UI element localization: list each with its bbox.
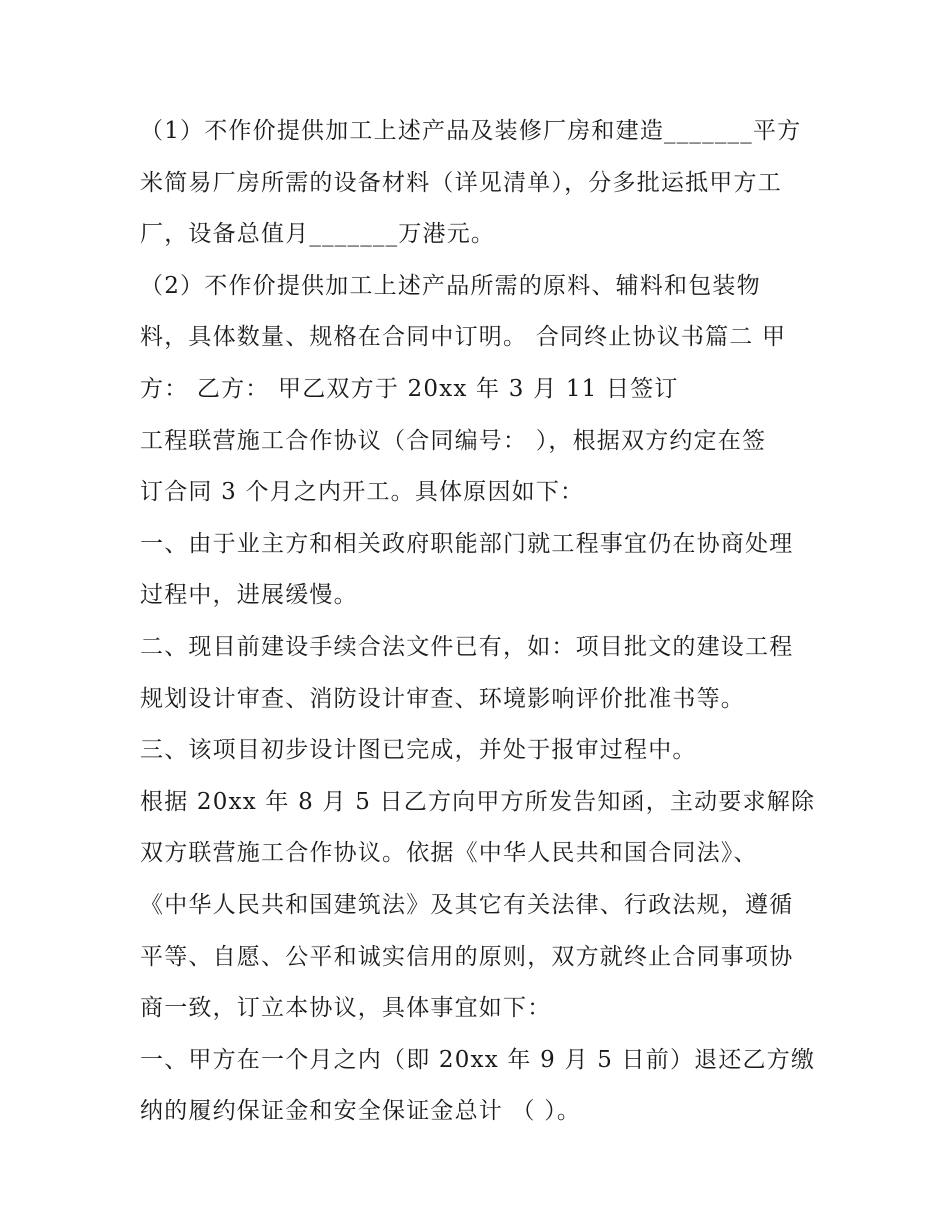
text-line: 三、该项目初步设计图已完成，并处于报审过程中。 bbox=[140, 737, 697, 764]
text-line: 工程联营施工合作协议（合同编号： ），根据双方约定在签 bbox=[140, 427, 767, 454]
text-line: 双方联营施工合作协议。依据《中华人民共和国合同法》、 bbox=[140, 840, 758, 867]
text-line: 订合同 3 个月之内开工。具体原因如下： bbox=[140, 479, 585, 506]
text-line: （1）不作价提供加工上述产品及装修厂房和建造_______平方 bbox=[140, 118, 802, 144]
text-line: 平等、自愿、公平和诚实信用的原则，双方就终止合同事项协 bbox=[140, 943, 794, 970]
text-line: 厂，设备总值月_______万港元。 bbox=[140, 221, 496, 248]
document-body bbox=[140, 106, 830, 1138]
text-line: 一、甲方在一个月之内（即 20xx 年 9 月 5 日前）退还乙方缴 bbox=[140, 1046, 816, 1073]
text-line: 方： 乙方： 甲乙双方于 20xx 年 3 月 11 日签订 bbox=[140, 375, 679, 402]
text-line: 规划设计审查、消防设计审查、环境影响评价批准书等。 bbox=[140, 685, 745, 712]
text-line: 二、现目前建设手续合法文件已有，如：项目批文的建设工程 bbox=[140, 633, 794, 660]
text-line: 《中华人民共和国建筑法》及其它有关法律、行政法规，遵循 bbox=[140, 891, 794, 918]
text-line: 料，具体数量、规格在合同中订明。 合同终止协议书篇二 甲 bbox=[140, 324, 787, 351]
text-line: 根据 20xx 年 8 月 5 日乙方向甲方所发告知函，主动要求解除 bbox=[140, 788, 816, 815]
text-line: 米简易厂房所需的设备材料（详见清单），分多批运抵甲方工 bbox=[140, 169, 782, 196]
text-line: （2）不作价提供加工上述产品所需的原料、辅料和包装物 bbox=[140, 272, 761, 299]
text-line: 纳的履约保证金和安全保证金总计 （ ）。 bbox=[140, 1098, 582, 1125]
text-line: 过程中，进展缓慢。 bbox=[140, 582, 358, 609]
text-line: 一、由于业主方和相关政府职能部门就工程事宜仍在协商处理 bbox=[140, 530, 794, 557]
text-line: 商一致，订立本协议，具体事宜如下： bbox=[140, 995, 552, 1022]
